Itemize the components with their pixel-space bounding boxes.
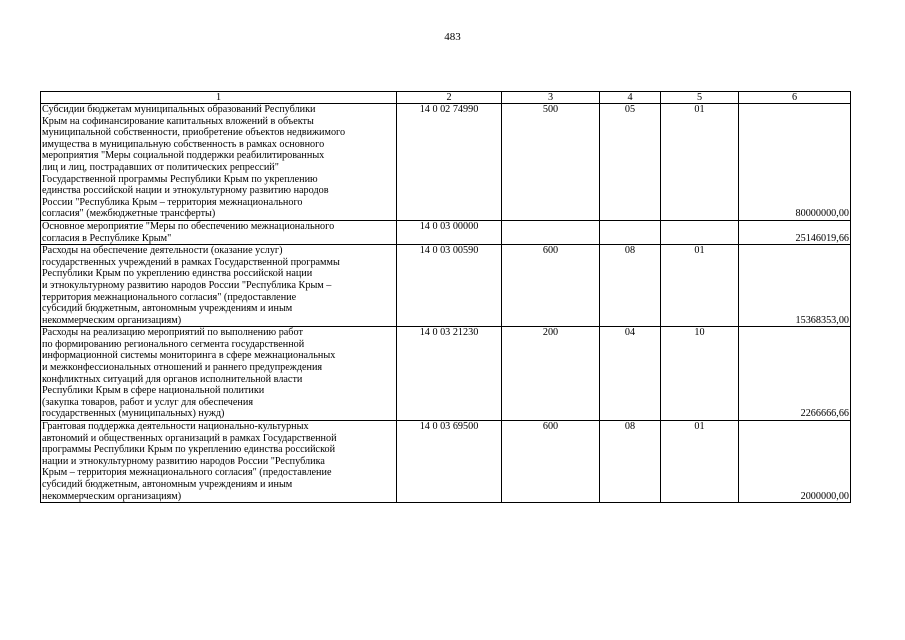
description-line: конфликтных ситуаций для органов исполнительной власти: [42, 373, 303, 385]
description-line: лиц и лиц, пострадавших от политических репрессий": [42, 161, 279, 173]
description-line: Республики Крым в сфере национальной политики: [42, 385, 265, 397]
table-row: [41, 245, 851, 327]
description-line: по формированию регионального сегмента государственной: [42, 338, 305, 350]
description-line: государственных (муниципальных) нужд): [42, 408, 225, 420]
description-line: и этнокультурному развитию народов России "Республика Крым –: [42, 279, 332, 291]
row-col4: 05: [600, 104, 661, 221]
row-description: [41, 220, 397, 244]
description-line: Субсидии бюджетам муниципальных образований Республики: [42, 104, 316, 115]
description-line: государственных учреждений в рамках Государственной программы: [42, 256, 340, 268]
row-description: [41, 421, 397, 503]
header-cell-1: 1: [41, 92, 397, 104]
description-line: и межконфессиональных отношений и раннего предупреждения: [42, 362, 323, 374]
row-col3: 600: [502, 421, 600, 503]
row-amount: 2000000,00: [739, 421, 851, 503]
description-line: нации и этнокультурному развитию народов России "Республика: [42, 455, 325, 467]
row-col4: 08: [600, 421, 661, 503]
row-amount: 2266666,66: [739, 327, 851, 421]
description-line: согласия" (межбюджетные трансферты): [42, 208, 216, 220]
row-description: [41, 327, 397, 421]
header-cell-6: 6: [739, 92, 851, 104]
row-amount: 25146019,66: [739, 220, 851, 244]
table-row: [41, 104, 851, 221]
row-code: 14 0 02 74990: [397, 104, 502, 221]
description-line: Расходы на обеспечение деятельности (оказание услуг): [42, 245, 283, 257]
description-line: некоммерческим организациям): [42, 490, 182, 502]
description-line: субсидий бюджетным, автономным учреждениям и иным: [42, 479, 293, 490]
description-line: мероприятия "Меры социальной поддержки реабилитированных: [42, 150, 325, 162]
table-row: [41, 421, 851, 503]
description-line: Грантовая поддержка деятельности национально-культурных: [42, 421, 309, 433]
row-code: 14 0 03 21230: [397, 327, 502, 421]
row-col4: 08: [600, 245, 661, 327]
row-description: [41, 245, 397, 327]
description-line: имущества в муниципальную собственность в рамках основного: [42, 138, 325, 150]
row-description: [41, 104, 397, 221]
header-cell-4: 4: [600, 92, 661, 104]
page-number: 483: [444, 31, 461, 43]
row-code: 14 0 03 00000: [397, 220, 502, 244]
row-col5: 01: [661, 104, 739, 221]
row-col3: 500: [502, 104, 600, 221]
description-line: Расходы на реализацию мероприятий по выполнению работ: [42, 327, 303, 339]
header-cell-5: 5: [661, 92, 739, 104]
header-cell-2: 2: [397, 92, 502, 104]
description-line: России "Республика Крым – территория межнационального: [42, 196, 303, 208]
description-line: территория межнационального согласия" (предоставление: [42, 291, 297, 303]
row-amount: 80000000,00: [739, 104, 851, 221]
row-col3: 200: [502, 327, 600, 421]
description-line: некоммерческим организациям): [42, 314, 182, 326]
description-line: автономий и общественных организаций в рамках Государственной: [42, 432, 337, 444]
description-line: субсидий бюджетным, автономным учреждениям и иным: [42, 303, 293, 315]
header-cell-3: 3: [502, 92, 600, 104]
row-col4: 04: [600, 327, 661, 421]
description-line: программы Республики Крым по укреплению единства российской: [42, 444, 336, 456]
description-line: (закупка товаров, работ и услуг для обеспечения: [42, 396, 254, 408]
row-col3: [502, 220, 600, 244]
description-line: муниципальной собственности, приобретение объектов недвижимого: [42, 127, 346, 139]
description-line: единства российской нации и этнокультурному развитию народов: [42, 185, 329, 197]
row-col5: 01: [661, 245, 739, 327]
row-col5: 10: [661, 327, 739, 421]
description-line: Республики Крым по укреплению единства российской нации: [42, 268, 313, 280]
description-line: согласия в Республике Крым": [42, 232, 172, 244]
header-row: [41, 92, 851, 104]
row-code: 14 0 03 69500: [397, 421, 502, 503]
description-line: Крым на софинансирование капитальных вложений в объекты: [42, 115, 314, 127]
description-line: Государственной программы Республики Крым по укреплению: [42, 173, 318, 185]
table-row: [41, 327, 851, 421]
row-col4: [600, 220, 661, 244]
description-line: Основное мероприятие "Меры по обеспечению межнационального: [42, 220, 335, 232]
row-code: 14 0 03 00590: [397, 245, 502, 327]
description-line: информационной системы мониторинга в сфере межнациональных: [42, 350, 336, 362]
row-col5: 01: [661, 421, 739, 503]
row-amount: 15368353,00: [739, 245, 851, 327]
table-row: [41, 220, 851, 244]
row-col5: [661, 220, 739, 244]
description-line: Крым – территория межнационального согласия" (предоставление: [42, 467, 332, 479]
row-col3: 600: [502, 245, 600, 327]
budget-table: [40, 91, 851, 503]
